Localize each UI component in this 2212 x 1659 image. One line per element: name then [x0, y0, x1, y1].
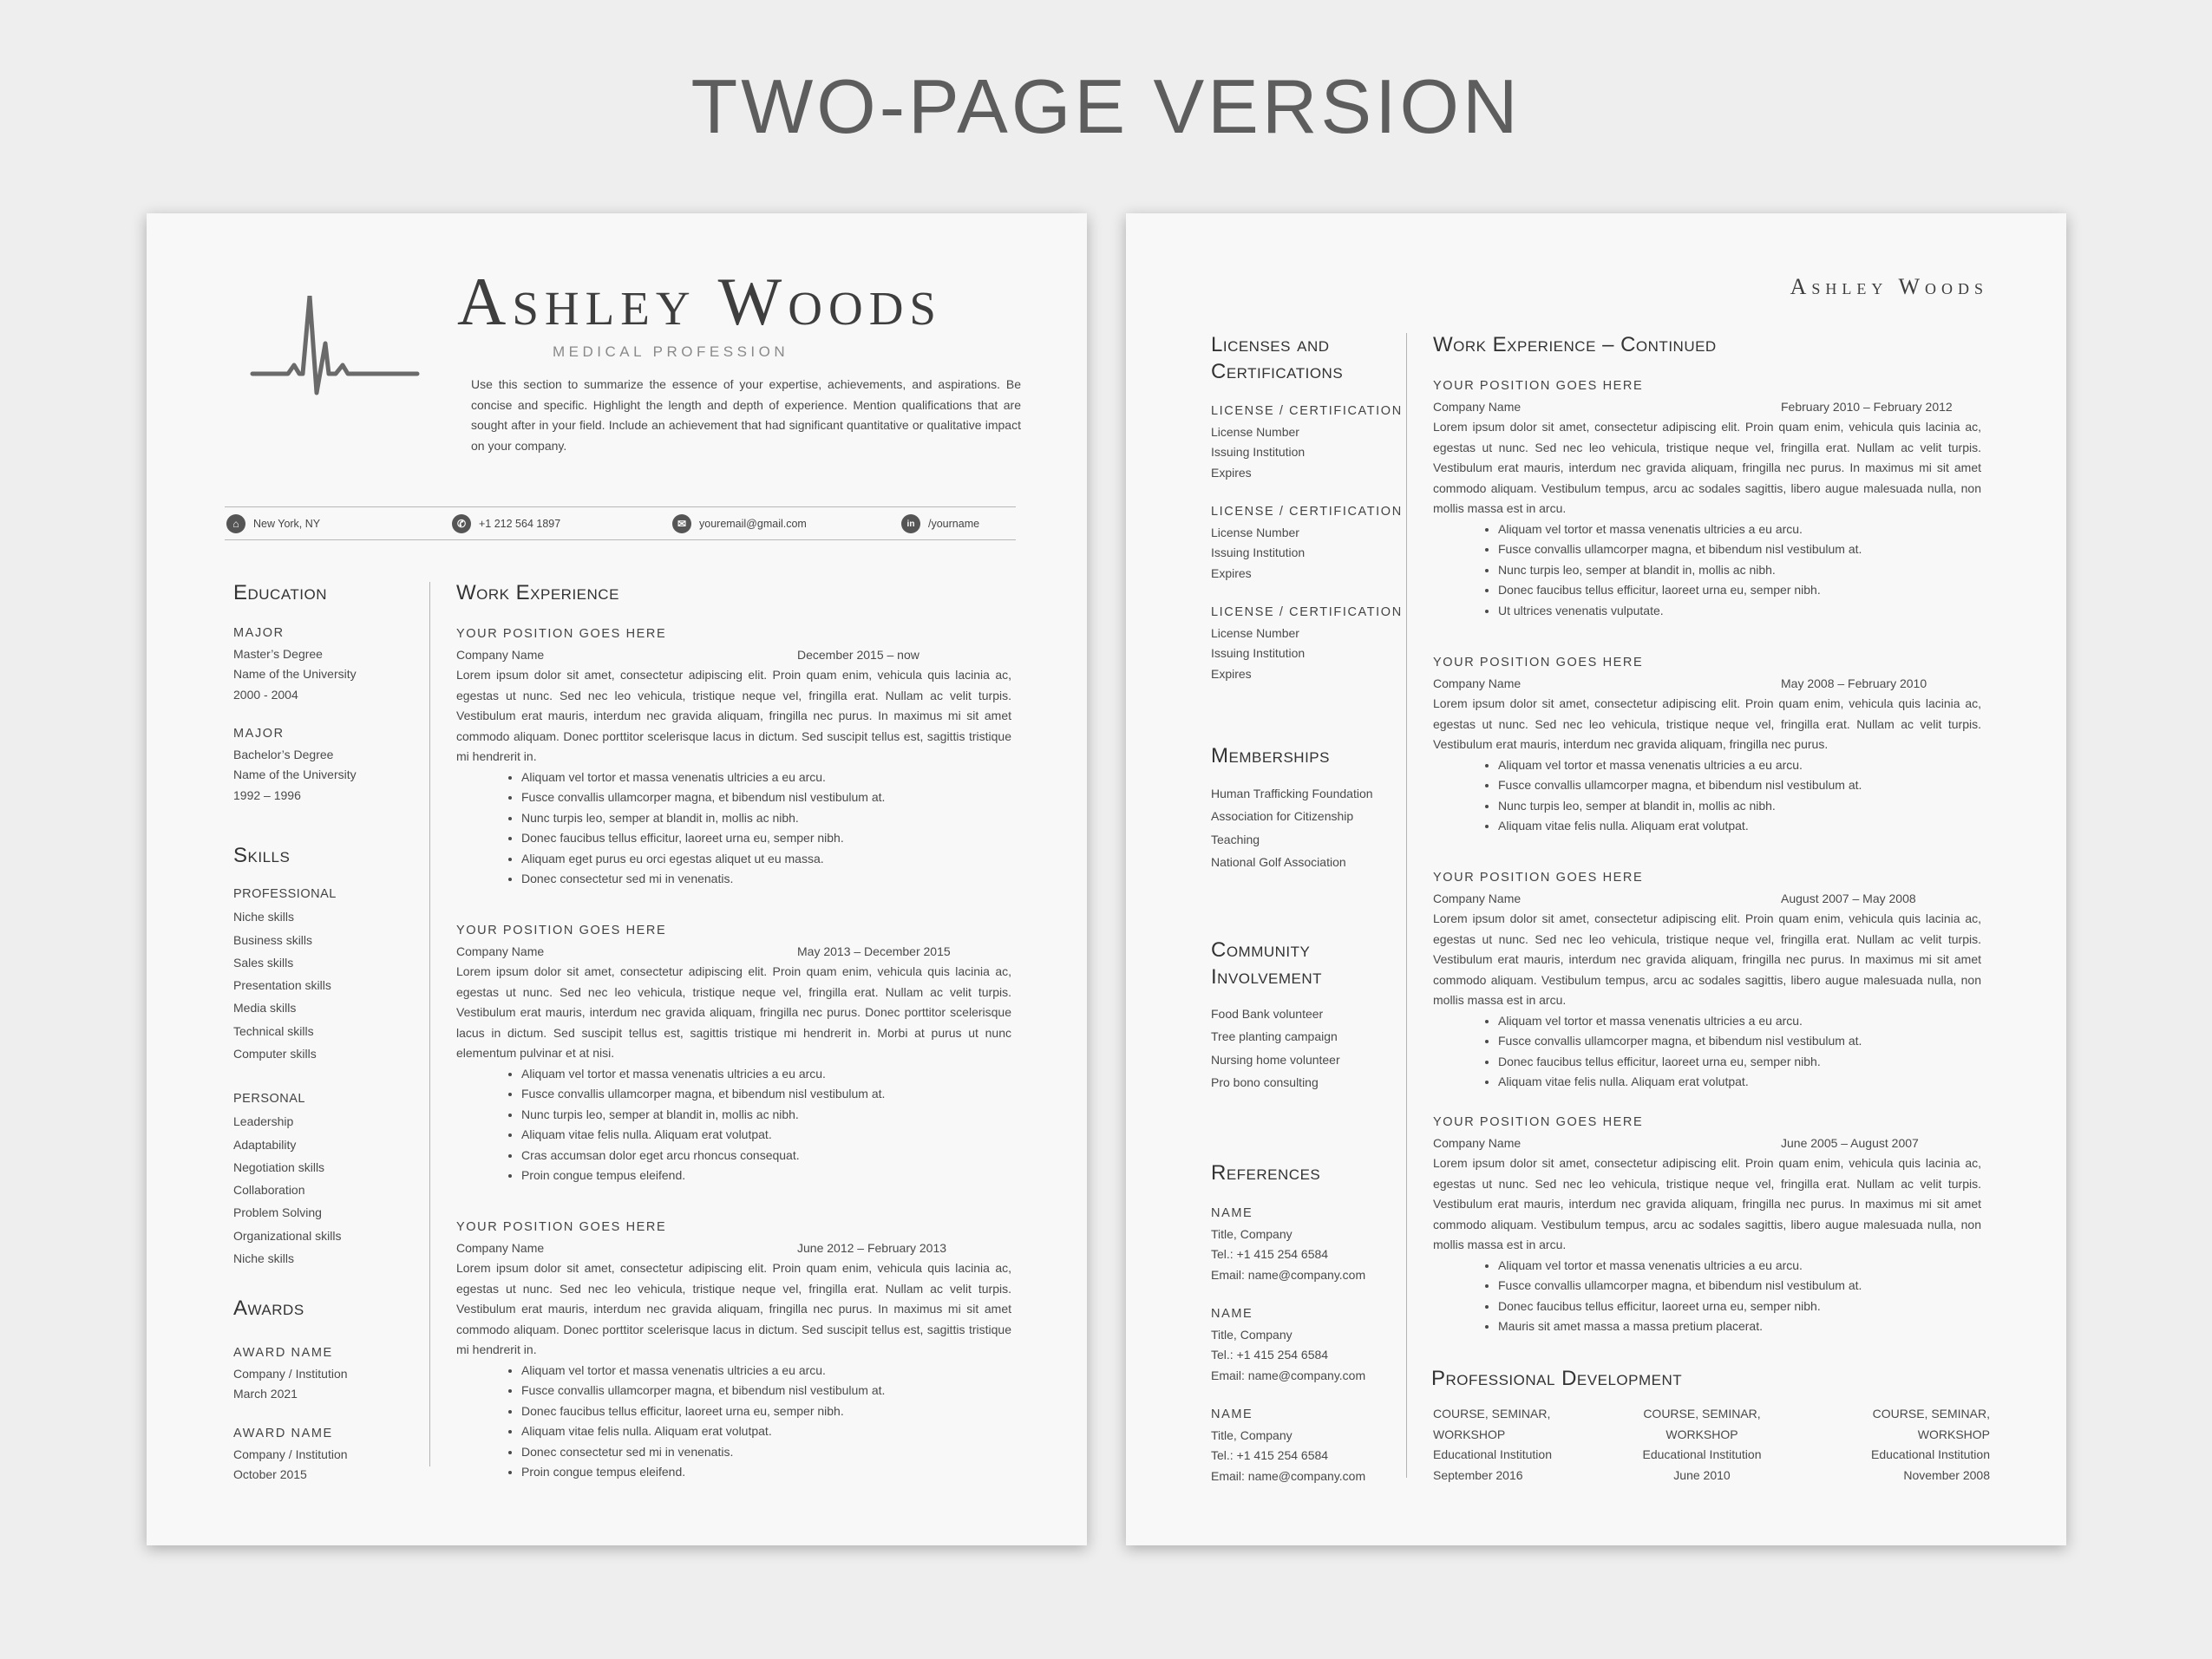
reference-email: Email: name@company.com: [1211, 1368, 1366, 1382]
resume-page-2: [1126, 213, 2066, 1545]
contact-phone-text: +1 212 564 1897: [479, 518, 561, 530]
skill-item: Negotiation skills: [233, 1159, 325, 1174]
job-bullet: • Nunc turpis leo, semper at blandit in, mollis ac nibh.: [1498, 560, 1981, 581]
pro-dev-course: COURSE, SEMINAR, WORKSHOP: [1872, 1407, 1990, 1441]
job-entry: [1433, 376, 1981, 621]
education-school: Name of the University: [233, 667, 357, 681]
job-bullets: [456, 767, 1011, 890]
job-bullets: [1433, 519, 1981, 622]
job-bullet: • Fusce convallis ullamcorper magna, et bibendum nisl vestibulum at.: [1498, 1276, 1981, 1297]
banner-title: TWO-PAGE VERSION: [690, 63, 1522, 149]
reference-tel: Tel.: +1 415 254 6584: [1211, 1348, 1329, 1362]
job-description: Lorem ipsum dolor sit amet, consectetur adipiscing elit. Proin quam enim, vehicula quis lacinia ac, egestas ut nunc. Sed nec leo vehicula, tristique neque vel, fringilla erat. Nullam ac velit turpis. Vestibulum erat mauris, interdum nec gravida aliquam, fringilla nec purus.: [1433, 696, 1981, 751]
pro-dev-date: November 2008: [1903, 1467, 1990, 1482]
education-years: 1992 – 1996: [233, 787, 301, 802]
reference-name: NAME: [1211, 1206, 1253, 1220]
education-major-label: MAJOR: [233, 626, 285, 640]
profession-title: MEDICAL PROFESSION: [553, 343, 789, 360]
skill-item: Organizational skills: [233, 1228, 342, 1243]
job-bullet: • Aliquam vel tortor et massa venenatis ultricies a eu arcu.: [1498, 519, 1981, 540]
reference-title: Title, Company: [1211, 1427, 1293, 1442]
skills-heading: Skills: [233, 844, 291, 867]
education-major-label: MAJOR: [233, 727, 285, 741]
membership-item: Association for Citizenship: [1211, 809, 1354, 824]
home-icon: ⌂: [226, 514, 245, 533]
job-bullet: • Fusce convallis ullamcorper magna, et bibendum nisl vestibulum at.: [1498, 1031, 1981, 1052]
reference-entry: [1211, 1405, 1365, 1486]
license-expires: Expires: [1211, 565, 1252, 580]
community-item: Pro bono consulting: [1211, 1074, 1319, 1089]
job-position: YOUR POSITION GOES HERE: [1433, 1115, 1644, 1129]
job-company: Company Name: [1433, 676, 1522, 690]
reference-tel: Tel.: +1 415 254 6584: [1211, 1448, 1329, 1462]
award-date: March 2021: [233, 1387, 298, 1401]
skill-item: Computer skills: [233, 1047, 317, 1061]
job-company: Company Name: [1433, 891, 1522, 905]
award-name-label: AWARD NAME: [233, 1346, 333, 1360]
license-entry: [1211, 502, 1403, 584]
job-description: Lorem ipsum dolor sit amet, consectetur adipiscing elit. Proin quam enim, vehicula quis lacinia ac, egestas ut nunc. Sed nec leo vehicula, tristique neque vel, fringilla erat. Nullam ac velit turpis. Vestibulum erat mauris, interdum nec gravida aliquam, fringilla nec purus. In maximus mi sit amet commodo aliquam. Vestibulum tempus, arcu ac sodales sagittis, libero augue malesuada nulla, non mollis massa est in arcu.: [1433, 420, 1981, 515]
job-company: Company Name: [1433, 399, 1522, 414]
job-dates: December 2015 – now: [797, 647, 919, 662]
job-description: Lorem ipsum dolor sit amet, consectetur adipiscing elit. Proin quam enim, vehicula quis lacinia ac, egestas ut nunc. Sed nec leo vehicula, tristique neque vel, fringilla erat. Nullam ac velit turpis. Vestibulum erat mauris, interdum nec gravida aliquam, fringilla nec purus. Donec porttitor scelerisque lacus in dictum. Sed suscipit tellus est, sagittis tristique mi hendrerit in. Morbi at purus ut nunc elementum pulvinar et at nisi.: [456, 964, 1011, 1060]
heartbeat-icon: [249, 296, 422, 400]
skill-item: Sales skills: [233, 955, 294, 970]
job-entry: [1433, 868, 1981, 1093]
job-description: Lorem ipsum dolor sit amet, consectetur adipiscing elit. Proin quam enim, vehicula quis lacinia ac, egestas ut nunc. Sed nec leo vehicula, tristique neque vel, fringilla erat. Nullam ac velit turpis. Vestibulum erat mauris, interdum nec gravida aliquam, fringilla nec purus. In maximus mi sit amet commodo aliquam. Donec porttitor scelerisque lacus in dictum. Sed suscipit tellus est, sagittis tristique mi hendrerit in.: [456, 668, 1011, 763]
contact-email: [672, 514, 807, 533]
pro-dev-entry: [1633, 1404, 1771, 1486]
job-entry: [456, 624, 1011, 890]
job-bullet: • Donec consectetur sed mi in venenatis.: [521, 869, 1011, 890]
reference-entry: [1211, 1304, 1365, 1386]
license-expires: Expires: [1211, 666, 1252, 681]
job-bullet: • Ut ultrices venenatis vulputate.: [1498, 601, 1981, 622]
reference-entry: [1211, 1204, 1365, 1285]
job-position: YOUR POSITION GOES HERE: [1433, 871, 1644, 885]
membership-item: Teaching: [1211, 832, 1260, 846]
job-position: YOUR POSITION GOES HERE: [1433, 656, 1644, 669]
job-bullet: • Donec consectetur sed mi in venenatis.: [521, 1442, 1011, 1463]
skill-item: Technical skills: [233, 1023, 314, 1038]
membership-item: National Golf Association: [1211, 854, 1346, 869]
contact-linkedin: [901, 514, 979, 533]
memberships-list: [1211, 782, 1373, 873]
license-institution: Issuing Institution: [1211, 445, 1306, 459]
reference-tel: Tel.: +1 415 254 6584: [1211, 1247, 1329, 1261]
job-bullet: • Aliquam vitae felis nulla. Aliquam erat volutpat.: [521, 1421, 1011, 1442]
contact-bar: [225, 506, 1016, 540]
pro-dev-course: COURSE, SEMINAR, WORKSHOP: [1643, 1407, 1761, 1441]
contact-location-text: New York, NY: [253, 518, 321, 530]
job-bullet: • Fusce convallis ullamcorper magna, et bibendum nisl vestibulum at.: [1498, 539, 1981, 560]
summary-text: Use this section to summarize the essence of your expertise, achievements, and aspirations. Be concise and specific. Highlight the length and depth of experience. Mention qualifications that are sought after in your field. Include an achievement that had significant quantitative or qualitative impact on your company.: [471, 377, 1021, 453]
job-dates: June 2012 – February 2013: [797, 1240, 947, 1255]
education-degree: Master’s Degree: [233, 646, 323, 661]
skills-professional-list: [233, 883, 337, 1065]
job-bullet: • Donec faucibus tellus efficitur, laoreet urna eu, semper nibh.: [521, 1401, 1011, 1422]
awards-heading: Awards: [233, 1297, 304, 1320]
job-bullet: • Aliquam vel tortor et massa venenatis ultricies a eu arcu.: [521, 1064, 1011, 1085]
award-entry: [233, 1424, 348, 1486]
education-years: 2000 - 2004: [233, 687, 298, 702]
license-institution: Issuing Institution: [1211, 545, 1306, 559]
skills-personal-label: PERSONAL: [233, 1092, 305, 1106]
reference-email: Email: name@company.com: [1211, 1468, 1366, 1483]
pro-dev-entry: [1851, 1404, 1990, 1486]
pro-dev-entry: [1433, 1404, 1572, 1486]
community-item: Tree planting campaign: [1211, 1029, 1338, 1044]
resume-page-1: [147, 213, 1087, 1545]
skill-item: Leadership: [233, 1114, 294, 1129]
job-description: Lorem ipsum dolor sit amet, consectetur adipiscing elit. Proin quam enim, vehicula quis lacinia ac, egestas ut nunc. Sed nec leo vehicula, tristique neque vel, fringilla erat. Nullam ac velit turpis. Vestibulum erat mauris, interdum nec gravida aliquam, fringilla nec purus. In maximus mi sit amet commodo aliquam. Donec porttitor scelerisque lacus in dictum. Sed suscipit tellus est, sagittis tristique mi hendrerit in.: [456, 1261, 1011, 1356]
skill-item: Niche skills: [233, 1251, 295, 1266]
license-label: LICENSE / CERTIFICATION: [1211, 605, 1403, 619]
skills-personal-list: [233, 1087, 342, 1270]
job-position: YOUR POSITION GOES HERE: [456, 1220, 667, 1234]
reference-name: NAME: [1211, 1408, 1253, 1421]
job-bullet: • Aliquam vel tortor et massa venenatis ultricies a eu arcu.: [1498, 1011, 1981, 1032]
job-bullet: • Nunc turpis leo, semper at blandit in, mollis ac nibh.: [521, 808, 1011, 829]
job-bullet: • Donec faucibus tellus efficitur, laoreet urna eu, semper nibh.: [521, 828, 1011, 849]
job-bullet: • Aliquam eget purus eu orci egestas aliquet ut eu massa.: [521, 849, 1011, 870]
reference-name: NAME: [1211, 1307, 1253, 1321]
pro-dev-institution: Educational Institution: [1433, 1447, 1552, 1461]
award-name-label: AWARD NAME: [233, 1427, 333, 1440]
license-number: License Number: [1211, 625, 1299, 640]
license-number: License Number: [1211, 424, 1299, 439]
job-bullet: • Cras accumsan dolor eget arcu rhoncus consequat.: [521, 1146, 1011, 1166]
job-bullet: • Fusce convallis ullamcorper magna, et bibendum nisl vestibulum at.: [521, 1381, 1011, 1401]
job-bullet: • Mauris sit amet massa a massa pretium placerat.: [1498, 1316, 1981, 1337]
job-position: YOUR POSITION GOES HERE: [1433, 379, 1644, 393]
skill-item: Presentation skills: [233, 978, 331, 993]
job-position: YOUR POSITION GOES HERE: [456, 924, 667, 937]
job-entry: [1433, 653, 1981, 837]
work-heading: Work Experience: [456, 581, 619, 604]
email-icon: ✉: [672, 514, 691, 533]
contact-email-text: youremail@gmail.com: [699, 518, 807, 530]
job-position: YOUR POSITION GOES HERE: [456, 627, 667, 641]
job-bullet: • Proin congue tempus eleifend.: [521, 1166, 1011, 1186]
job-entry: [1433, 1113, 1981, 1337]
job-company: Company Name: [456, 1240, 545, 1255]
skill-item: Niche skills: [233, 910, 295, 924]
job-dates: May 2013 – December 2015: [797, 944, 951, 958]
community-item: Nursing home volunteer: [1211, 1052, 1340, 1067]
reference-email: Email: name@company.com: [1211, 1267, 1366, 1282]
job-bullets: [456, 1064, 1011, 1186]
job-entry: [456, 921, 1011, 1186]
job-bullet: • Aliquam vel tortor et massa venenatis ultricies a eu arcu.: [521, 1361, 1011, 1381]
job-description: Lorem ipsum dolor sit amet, consectetur adipiscing elit. Proin quam enim, vehicula quis lacinia ac, egestas ut nunc. Sed nec leo vehicula, tristique neque vel, fringilla erat. Nullam ac velit turpis. Vestibulum erat mauris, interdum nec gravida aliquam, fringilla nec purus. In maximus mi sit amet commodo aliquam. Vestibulum tempus, arcu ac sodales sagittis, libero augue malesuada nulla, non mollis massa est in arcu.: [1433, 911, 1981, 1007]
job-company: Company Name: [456, 647, 545, 662]
candidate-name: Ashley Woods: [457, 264, 943, 339]
education-heading: Education: [233, 581, 328, 604]
license-label: LICENSE / CERTIFICATION: [1211, 505, 1403, 519]
job-bullet: • Fusce convallis ullamcorper magna, et bibendum nisl vestibulum at.: [1498, 775, 1981, 796]
job-entry: [456, 1218, 1011, 1483]
pro-dev-course: COURSE, SEMINAR, WORKSHOP: [1433, 1407, 1551, 1441]
membership-item: Human Trafficking Foundation: [1211, 787, 1373, 800]
pro-dev-institution: Educational Institution: [1871, 1447, 1990, 1461]
job-bullet: • Aliquam vel tortor et massa venenatis ultricies a eu arcu.: [521, 767, 1011, 788]
education-school: Name of the University: [233, 767, 357, 781]
reference-title: Title, Company: [1211, 1327, 1293, 1342]
pro-dev-institution: Educational Institution: [1642, 1447, 1762, 1461]
license-institution: Issuing Institution: [1211, 646, 1306, 660]
references-heading: References: [1211, 1161, 1321, 1185]
skill-item: Media skills: [233, 1001, 297, 1016]
community-item: Food Bank volunteer: [1211, 1007, 1324, 1021]
job-bullet: • Fusce convallis ullamcorper magna, et bibendum nisl vestibulum at.: [521, 787, 1011, 808]
job-bullet: • Nunc turpis leo, semper at blandit in, mollis ac nibh.: [521, 1105, 1011, 1126]
job-bullet: • Proin congue tempus eleifend.: [521, 1462, 1011, 1483]
linkedin-icon: in: [901, 514, 920, 533]
job-bullet: • Donec faucibus tellus efficitur, laoreet urna eu, semper nibh.: [1498, 580, 1981, 601]
community-list: [1211, 1003, 1340, 1094]
job-description: Lorem ipsum dolor sit amet, consectetur adipiscing elit. Proin quam enim, vehicula quis lacinia ac, egestas ut nunc. Sed nec leo vehicula, tristique neque vel, fringilla erat. Nullam ac velit turpis. Vestibulum erat mauris, interdum nec gravida aliquam, fringilla nec purus. In maximus mi sit amet commodo aliquam. Vestibulum tempus, arcu ac sodales sagittis, libero augue malesuada nulla, non mollis massa est in arcu.: [1433, 1156, 1981, 1251]
education-degree: Bachelor’s Degree: [233, 747, 334, 761]
license-entry: [1211, 603, 1403, 684]
job-bullet: • Nunc turpis leo, semper at blandit in, mollis ac nibh.: [1498, 796, 1981, 817]
job-company: Company Name: [456, 944, 545, 958]
job-bullets: [1433, 1011, 1981, 1093]
job-bullet: • Donec faucibus tellus efficitur, laoreet urna eu, semper nibh.: [1498, 1052, 1981, 1073]
job-bullet: • Aliquam vel tortor et massa venenatis ultricies a eu arcu.: [1498, 1256, 1981, 1277]
award-date: October 2015: [233, 1467, 307, 1481]
skills-professional-label: PROFESSIONAL: [233, 887, 337, 901]
award-org: Company / Institution: [233, 1447, 348, 1461]
job-bullet: • Donec faucibus tellus efficitur, laoreet urna eu, semper nibh.: [1498, 1297, 1981, 1317]
contact-location: [226, 514, 320, 533]
license-label: LICENSE / CERTIFICATION: [1211, 404, 1403, 418]
job-dates: August 2007 – May 2008: [1781, 891, 1916, 905]
job-bullets: [456, 1361, 1011, 1483]
award-entry: [233, 1343, 348, 1405]
skill-item: Business skills: [233, 932, 313, 947]
job-bullet: • Fusce convallis ullamcorper magna, et bibendum nisl vestibulum at.: [521, 1084, 1011, 1105]
job-dates: February 2010 – February 2012: [1781, 399, 1953, 414]
memberships-heading: Memberships: [1211, 744, 1330, 767]
job-company: Company Name: [1433, 1135, 1522, 1150]
skill-item: Adaptability: [233, 1137, 297, 1152]
contact-linkedin-text: /yourname: [928, 518, 980, 530]
job-bullet: • Aliquam vel tortor et massa venenatis ultricies a eu arcu.: [1498, 755, 1981, 776]
license-number: License Number: [1211, 525, 1299, 539]
licenses-heading: Licenses and Certifications: [1211, 333, 1344, 383]
column-divider: [429, 582, 430, 1466]
contact-phone: [452, 514, 560, 533]
job-dates: June 2005 – August 2007: [1781, 1135, 1919, 1150]
reference-title: Title, Company: [1211, 1226, 1293, 1241]
community-heading: Community Involvement: [1211, 938, 1323, 989]
pro-dev-date: September 2016: [1433, 1467, 1523, 1482]
job-dates: May 2008 – February 2010: [1781, 676, 1927, 690]
work-continued-heading: Work Experience – Continued: [1433, 333, 1717, 356]
candidate-name-small: Ashley Woods: [1790, 274, 1988, 299]
job-bullets: [1433, 1256, 1981, 1337]
license-expires: Expires: [1211, 465, 1252, 480]
skill-item: Collaboration: [233, 1183, 305, 1198]
job-bullets: [1433, 755, 1981, 837]
award-org: Company / Institution: [233, 1366, 348, 1381]
column-divider: [1406, 333, 1407, 1478]
job-bullet: • Aliquam vitae felis nulla. Aliquam erat volutpat.: [1498, 1072, 1981, 1093]
job-bullet: • Aliquam vitae felis nulla. Aliquam erat volutpat.: [1498, 816, 1981, 837]
pro-dev-date: June 2010: [1673, 1467, 1731, 1482]
skill-item: Problem Solving: [233, 1205, 322, 1220]
pro-dev-heading: Professional Development: [1431, 1367, 1683, 1390]
phone-icon: ✆: [452, 514, 471, 533]
education-entry: [233, 624, 357, 705]
job-bullet: • Aliquam vitae felis nulla. Aliquam erat volutpat.: [521, 1125, 1011, 1146]
license-entry: [1211, 402, 1403, 483]
education-entry: [233, 724, 357, 806]
